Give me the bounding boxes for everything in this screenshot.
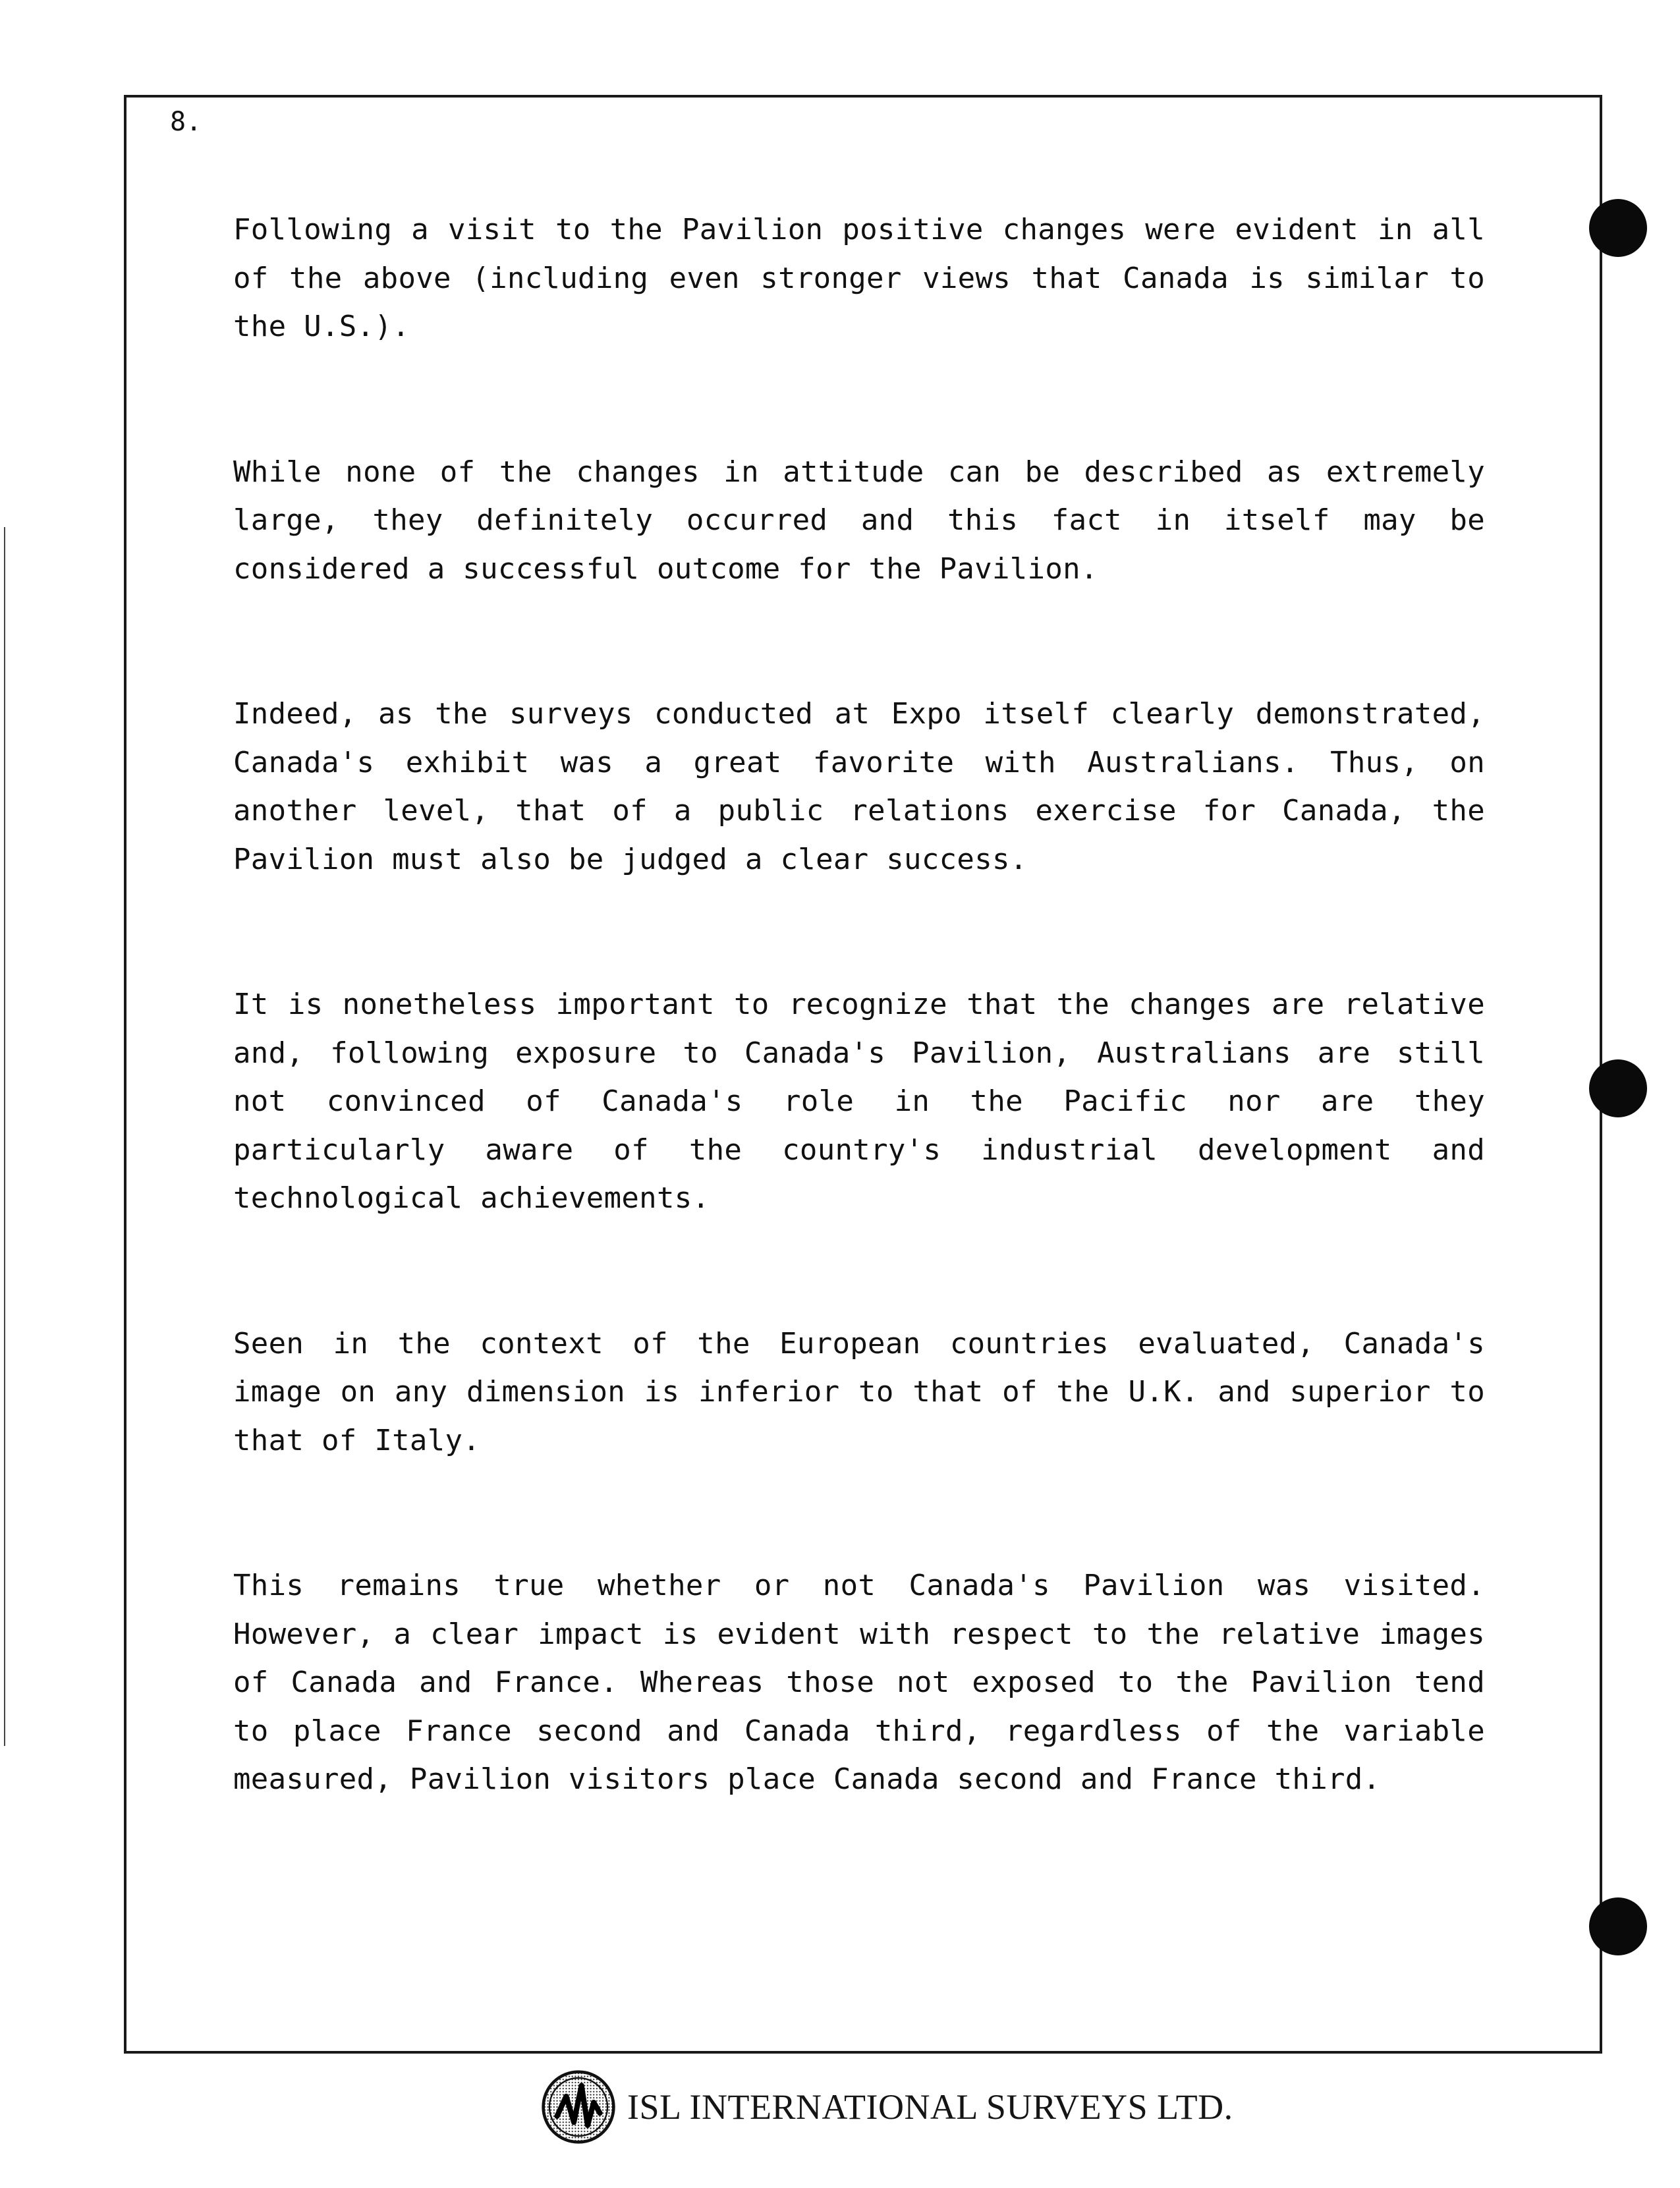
body-text — [233, 206, 1485, 1901]
paragraph-5: Seen in the context of the European countries evaluated, Canada's image on any dimension is inferior to that of the U.K. and superior to that of Italy. — [233, 1326, 1485, 1457]
footer — [540, 2067, 1233, 2146]
company-name: ISL INTERNATIONAL SURVEYS LTD. — [627, 2087, 1233, 2127]
paragraph-1: Following a visit to the Pavilion positive changes were evident in all of the above (including even stronger views that Canada is similar to the U.S.). — [233, 213, 1485, 343]
page-number: 8. — [170, 107, 202, 137]
paragraph-3: Indeed, as the surveys conducted at Expo itself clearly demonstrated, Canada's exhibit was a great favorite with Australians. Thus, on another level, that of a public relations exercise for Canada, the Pavilion must also be judged a clear success. — [233, 697, 1485, 876]
scan-edge-line — [4, 527, 5, 1746]
punch-hole-bottom — [1589, 1897, 1647, 1955]
isl-globe-logo-icon — [540, 2069, 617, 2145]
paragraph-6: This remains true whether or not Canada's Pavilion was visited. However, a clear impact is evident with respect to the relative images of Canada and France. Whereas those not exposed to the Pavilion tend to place France second and Canada third, regardless of the variable measured, Pavilion visitors place Canada second and France third. — [233, 1569, 1485, 1796]
paragraph-4: It is nonetheless important to recognize that the changes are relative and, following exposure to Canada's Pavilion, Australians are still not convinced of Canada's role in the Pacific nor are they particularly aware of the country's industrial development and technological achievements. — [233, 988, 1485, 1215]
paragraph-2: While none of the changes in attitude can be described as extremely large, they definitely occurred and this fact in itself may be considered a successful outcome for the Pavilion. — [233, 455, 1485, 586]
punch-hole-middle — [1589, 1059, 1647, 1117]
punch-hole-top — [1589, 199, 1647, 257]
